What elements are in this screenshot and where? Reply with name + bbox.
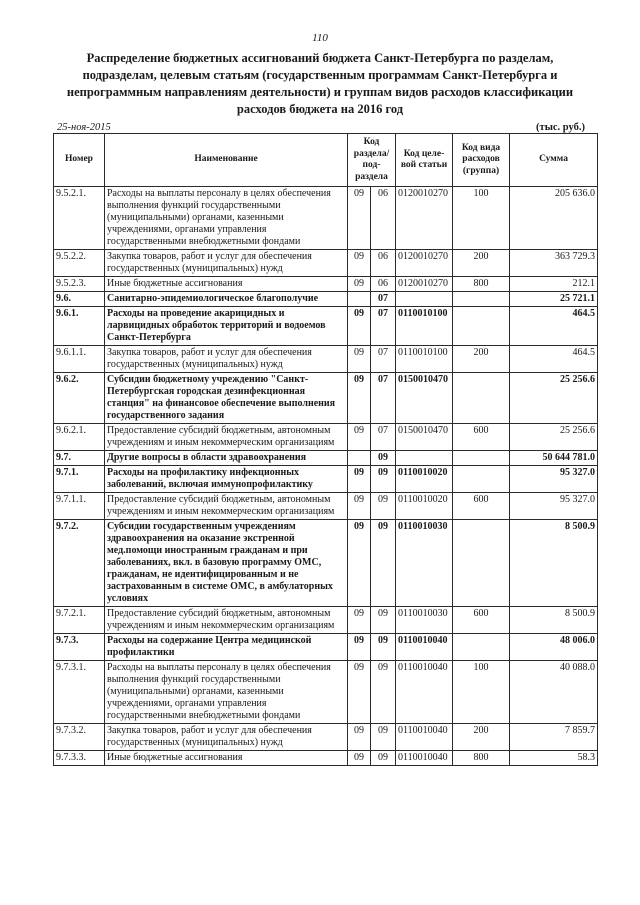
row-razdel: 09 [348, 424, 371, 451]
document-date: 25-ноя-2015 [57, 122, 111, 133]
row-number: 9.7.3. [54, 634, 105, 661]
table-row [54, 307, 598, 346]
row-name: Расходы на выплаты персоналу в целях обеспечения выполнения функций государственными (муниципальными) органами, казенными учреждениями, органами управления государственными внебюджетными фондами [105, 187, 348, 250]
row-razdel: 09 [348, 493, 371, 520]
table-row [54, 724, 598, 751]
row-expense-type: 200 [453, 724, 510, 751]
row-number: 9.7.2. [54, 520, 105, 607]
row-expense-type: 800 [453, 277, 510, 292]
row-razdel: 09 [348, 607, 371, 634]
table-row [54, 607, 598, 634]
row-podrazdel: 09 [371, 466, 396, 493]
row-expense-type [453, 466, 510, 493]
row-target-code [396, 292, 453, 307]
row-sum: 7 859.7 [510, 724, 598, 751]
row-name: Предоставление субсидий бюджетным, автономным учреждениям и иным некоммерческим организациям [105, 424, 348, 451]
row-sum: 25 256.6 [510, 424, 598, 451]
row-name: Субсидии бюджетному учреждению "Санкт-Петербургская городская дезинфекционная станция" на финансовое обеспечение выполнения государственного задания [105, 373, 348, 424]
row-expense-type [453, 373, 510, 424]
row-number: 9.5.2.3. [54, 277, 105, 292]
row-sum: 25 721.1 [510, 292, 598, 307]
row-razdel: 09 [348, 724, 371, 751]
row-podrazdel: 07 [371, 424, 396, 451]
row-podrazdel: 07 [371, 346, 396, 373]
row-expense-type: 200 [453, 250, 510, 277]
table-row [54, 634, 598, 661]
header-number: Номер [54, 134, 105, 187]
row-sum: 8 500.9 [510, 520, 598, 607]
row-number: 9.7.3.2. [54, 724, 105, 751]
row-target-code: 0110010100 [396, 307, 453, 346]
row-sum: 205 636.0 [510, 187, 598, 250]
row-name: Предоставление субсидий бюджетным, автономным учреждениям и иным некоммерческим организациям [105, 607, 348, 634]
row-sum: 48 006.0 [510, 634, 598, 661]
row-target-code: 0110010030 [396, 607, 453, 634]
row-target-code: 0150010470 [396, 424, 453, 451]
row-razdel [348, 451, 371, 466]
row-number: 9.7.3.1. [54, 661, 105, 724]
row-number: 9.5.2.2. [54, 250, 105, 277]
row-target-code: 0110010040 [396, 634, 453, 661]
row-sum: 363 729.3 [510, 250, 598, 277]
table-row [54, 493, 598, 520]
table-row [54, 250, 598, 277]
row-podrazdel: 09 [371, 520, 396, 607]
table-row [54, 292, 598, 307]
header-razdel: Код раздела/ под-раздела [348, 134, 396, 187]
table-row [54, 346, 598, 373]
row-razdel [348, 292, 371, 307]
table-row [54, 187, 598, 250]
table-body [54, 187, 598, 766]
table-row [54, 424, 598, 451]
row-expense-type: 600 [453, 607, 510, 634]
row-target-code: 0120010270 [396, 277, 453, 292]
row-number: 9.7.2.1. [54, 607, 105, 634]
row-razdel: 09 [348, 661, 371, 724]
row-sum: 25 256.6 [510, 373, 598, 424]
row-razdel: 09 [348, 634, 371, 661]
row-podrazdel: 06 [371, 277, 396, 292]
row-podrazdel: 07 [371, 373, 396, 424]
row-podrazdel: 09 [371, 751, 396, 766]
row-target-code: 0120010270 [396, 250, 453, 277]
row-number: 9.6.1.1. [54, 346, 105, 373]
row-target-code: 0110010020 [396, 493, 453, 520]
row-name: Иные бюджетные ассигнования [105, 751, 348, 766]
row-podrazdel: 07 [371, 307, 396, 346]
row-sum: 464.5 [510, 346, 598, 373]
row-number: 9.6. [54, 292, 105, 307]
row-sum: 464.5 [510, 307, 598, 346]
row-sum: 212.1 [510, 277, 598, 292]
row-razdel: 09 [348, 373, 371, 424]
row-expense-type [453, 520, 510, 607]
row-expense-type: 600 [453, 493, 510, 520]
row-name: Иные бюджетные ассигнования [105, 277, 348, 292]
row-expense-type [453, 307, 510, 346]
row-podrazdel: 09 [371, 724, 396, 751]
row-razdel: 09 [348, 466, 371, 493]
row-name: Расходы на профилактику инфекционных заболеваний, включая иммунопрофилактику [105, 466, 348, 493]
row-expense-type: 600 [453, 424, 510, 451]
header-vid: Код вида расходов (группа) [453, 134, 510, 187]
row-target-code: 0110010030 [396, 520, 453, 607]
row-podrazdel: 09 [371, 493, 396, 520]
row-name: Субсидии государственным учреждениям здравоохранения на оказание экстренной мед.помощи иностранным гражданам и при заболеваниях, вкл. в базовую программу ОМС, гражданам, не идентифицированным и не застрахованным в системе ОМС, в амбулаторных условиях [105, 520, 348, 607]
row-name: Закупка товаров, работ и услуг для обеспечения государственных (муниципальных) нужд [105, 346, 348, 373]
row-expense-type [453, 634, 510, 661]
row-razdel: 09 [348, 520, 371, 607]
row-podrazdel: 06 [371, 187, 396, 250]
row-target-code: 0110010040 [396, 661, 453, 724]
row-sum: 50 644 781.0 [510, 451, 598, 466]
row-name: Предоставление субсидий бюджетным, автономным учреждениям и иным некоммерческим организациям [105, 493, 348, 520]
page-number: 110 [312, 32, 328, 44]
row-number: 9.7.3.3. [54, 751, 105, 766]
row-name: Другие вопросы в области здравоохранения [105, 451, 348, 466]
row-sum: 58.3 [510, 751, 598, 766]
row-name: Расходы на содержание Центра медицинской профилактики [105, 634, 348, 661]
table-row [54, 451, 598, 466]
row-number: 9.7.1.1. [54, 493, 105, 520]
row-sum: 40 088.0 [510, 661, 598, 724]
row-podrazdel: 09 [371, 451, 396, 466]
row-sum: 8 500.9 [510, 607, 598, 634]
row-number: 9.6.2.1. [54, 424, 105, 451]
row-number: 9.7. [54, 451, 105, 466]
document-title: Распределение бюджетных ассигнований бюджета Санкт-Петербурга по разделам, подразделам, целевым статьям (государственным программам Санкт-Петербурга и непрограммным направлениям деятельности) и группам видов расходов классификации расходов бюджета на 2016 год [66, 51, 574, 116]
table-row [54, 751, 598, 766]
row-razdel: 09 [348, 751, 371, 766]
row-target-code: 0110010020 [396, 466, 453, 493]
row-podrazdel: 09 [371, 634, 396, 661]
row-expense-type: 800 [453, 751, 510, 766]
row-expense-type: 200 [453, 346, 510, 373]
row-target-code: 0120010270 [396, 187, 453, 250]
row-podrazdel: 07 [371, 292, 396, 307]
row-podrazdel: 06 [371, 250, 396, 277]
row-target-code: 0110010040 [396, 751, 453, 766]
table-row [54, 466, 598, 493]
row-name: Закупка товаров, работ и услуг для обеспечения государственных (муниципальных) нужд [105, 250, 348, 277]
row-sum: 95 327.0 [510, 466, 598, 493]
row-name: Расходы на выплаты персоналу в целях обеспечения выполнения функций государственными (муниципальными) органами, казенными учреждениями, органами управления государственными внебюджетными фондами [105, 661, 348, 724]
row-sum: 95 327.0 [510, 493, 598, 520]
row-razdel: 09 [348, 187, 371, 250]
table-header-row [54, 134, 598, 187]
row-target-code [396, 451, 453, 466]
row-number: 9.5.2.1. [54, 187, 105, 250]
row-razdel: 09 [348, 346, 371, 373]
row-number: 9.7.1. [54, 466, 105, 493]
budget-table [53, 133, 598, 766]
row-expense-type [453, 292, 510, 307]
row-razdel: 09 [348, 250, 371, 277]
table-row [54, 661, 598, 724]
row-expense-type [453, 451, 510, 466]
row-target-code: 0150010470 [396, 373, 453, 424]
header-name: Наименование [105, 134, 348, 187]
row-razdel: 09 [348, 277, 371, 292]
units-label: (тыс. руб.) [536, 122, 585, 133]
table-row [54, 520, 598, 607]
row-razdel: 09 [348, 307, 371, 346]
row-target-code: 0110010100 [396, 346, 453, 373]
row-podrazdel: 09 [371, 661, 396, 724]
row-name: Расходы на проведение акарицидных и ларвицидных обработок территорий и водоемов Санкт-Петербурга [105, 307, 348, 346]
header-target: Код целе-вой статьи [396, 134, 453, 187]
row-podrazdel: 09 [371, 607, 396, 634]
table-row [54, 277, 598, 292]
row-expense-type: 100 [453, 187, 510, 250]
row-name: Закупка товаров, работ и услуг для обеспечения государственных (муниципальных) нужд [105, 724, 348, 751]
row-number: 9.6.2. [54, 373, 105, 424]
row-expense-type: 100 [453, 661, 510, 724]
row-number: 9.6.1. [54, 307, 105, 346]
row-target-code: 0110010040 [396, 724, 453, 751]
table-row [54, 373, 598, 424]
header-sum: Сумма [510, 134, 598, 187]
row-name: Санитарно-эпидемиологическое благополучие [105, 292, 348, 307]
